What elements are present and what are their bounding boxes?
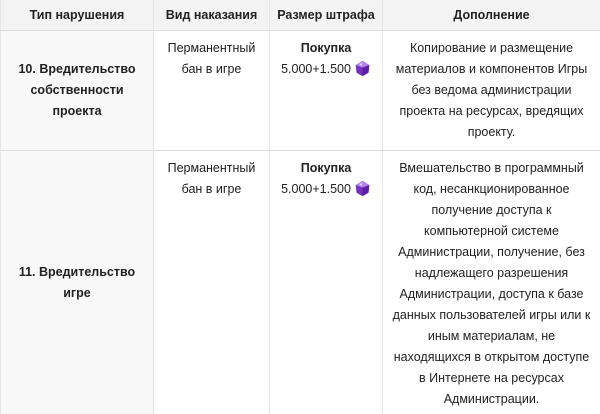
violation-type-cell: 10. Вредительство собственности проекта xyxy=(1,31,154,151)
header-punishment: Вид наказания xyxy=(154,0,270,31)
fine-cell xyxy=(270,31,383,151)
header-fine: Размер штрафа xyxy=(270,0,383,31)
fine-title: Покупка xyxy=(276,38,376,59)
header-violation-type: Тип нарушения xyxy=(1,0,154,31)
purple-gem-icon xyxy=(354,180,371,197)
fine-amount-line xyxy=(276,179,376,200)
punishment-cell: Перманентный бан в игре xyxy=(154,151,270,414)
fine-amount: 5.000+1.500 xyxy=(281,62,351,76)
table-row xyxy=(1,151,600,414)
extra-cell: Копирование и размещение материалов и компонентов Игры без ведома администрации проекта на ресурсах, вредящих проекту. xyxy=(383,31,600,151)
fine-amount: 5.000+1.500 xyxy=(281,182,351,196)
table-header-row xyxy=(1,0,600,31)
fine-title: Покупка xyxy=(276,158,376,179)
purple-gem-icon xyxy=(354,60,371,77)
violation-type-cell: 11. Вредительство игре xyxy=(1,151,154,414)
table-row xyxy=(1,31,600,151)
punishment-cell: Перманентный бан в игре xyxy=(154,31,270,151)
fine-amount-line xyxy=(276,59,376,80)
header-extra: Дополнение xyxy=(383,0,600,31)
extra-cell: Вмешательство в программный код, несанкционированное получение доступа к компьютерной системе Администрации, получение, без надлежащего разрешения Администрации, доступа к базе данных пользователей игры или к иным материалам, не находящихся в открытом доступе в Интернете на ресурсах Администрации. xyxy=(383,151,600,414)
fine-cell xyxy=(270,151,383,414)
